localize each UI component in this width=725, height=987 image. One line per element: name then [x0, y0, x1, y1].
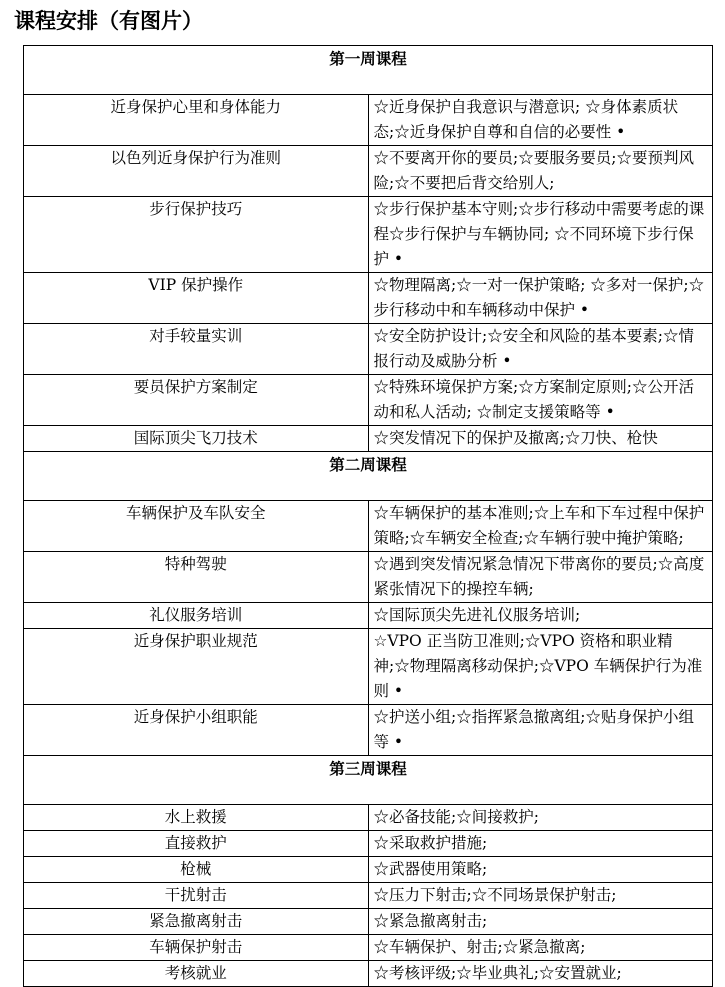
course-name: 直接救护 — [24, 831, 369, 857]
course-content: ☆步行保护基本守则;☆步行移动中需要考虑的课程☆步行保护与车辆协同; ☆不同环境下步行保护 • — [368, 197, 713, 273]
page-title: 课程安排（有图片） — [14, 9, 203, 33]
course-row — [24, 909, 713, 935]
course-content: ☆紧急撤离射击; — [368, 909, 713, 935]
course-content: ☆不要离开你的要员;☆要服务要员;☆要预判风险;☆不要把后背交给别人; — [368, 146, 713, 197]
week-header-row — [24, 452, 713, 501]
course-content: ☆车辆保护的基本准则;☆上车和下车过程中保护策略;☆车辆安全检查;☆车辆行驶中掩护策略; — [368, 501, 713, 552]
course-content: ☆近身保护自我意识与潜意识; ☆身体素质状态;☆近身保护自尊和自信的必要性 • — [368, 95, 713, 146]
course-content: ☆突发情况下的保护及撤离;☆刀快、枪快 — [368, 426, 713, 452]
course-row — [24, 273, 713, 324]
course-name: 近身保护职业规范 — [24, 629, 369, 705]
course-content: ☆VPO 正当防卫准则;☆VPO 资格和职业精神;☆物理隔离移动保护;☆VPO 车辆保护行为准则 • — [368, 629, 713, 705]
course-row — [24, 603, 713, 629]
course-name: 以色列近身保护行为准则 — [24, 146, 369, 197]
course-row — [24, 146, 713, 197]
course-row — [24, 375, 713, 426]
course-row — [24, 805, 713, 831]
course-content: ☆考核评级;☆毕业典礼;☆安置就业; — [368, 961, 713, 987]
course-name: 国际顶尖飞刀技术 — [24, 426, 369, 452]
course-name: 礼仪服务培训 — [24, 603, 369, 629]
course-row — [24, 857, 713, 883]
week-heading: 第一周课程 — [24, 46, 713, 95]
course-content: ☆压力下射击;☆不同场景保护射击; — [368, 883, 713, 909]
course-name: 车辆保护射击 — [24, 935, 369, 961]
course-row — [24, 426, 713, 452]
course-name: 对手较量实训 — [24, 324, 369, 375]
course-content: ☆国际顶尖先进礼仪服务培训; — [368, 603, 713, 629]
course-row — [24, 197, 713, 273]
course-row — [24, 501, 713, 552]
course-row — [24, 95, 713, 146]
course-name: 考核就业 — [24, 961, 369, 987]
week-heading: 第三周课程 — [24, 756, 713, 805]
course-name: 干扰射击 — [24, 883, 369, 909]
course-name: 车辆保护及车队安全 — [24, 501, 369, 552]
course-name: 要员保护方案制定 — [24, 375, 369, 426]
course-row — [24, 629, 713, 705]
course-name: 特种驾驶 — [24, 552, 369, 603]
week-header-row — [24, 46, 713, 95]
course-content: ☆武器使用策略; — [368, 857, 713, 883]
course-content: ☆采取救护措施; — [368, 831, 713, 857]
course-content: ☆护送小组;☆指挥紧急撤离组;☆贴身保护小组等 • — [368, 705, 713, 756]
course-content: ☆物理隔离;☆一对一保护策略; ☆多对一保护;☆步行移动中和车辆移动中保护 • — [368, 273, 713, 324]
course-row — [24, 831, 713, 857]
course-content: ☆特殊环境保护方案;☆方案制定原则;☆公开活动和私人活动; ☆制定支援策略等 • — [368, 375, 713, 426]
course-content: ☆安全防护设计;☆安全和风险的基本要素;☆情报行动及威胁分析 • — [368, 324, 713, 375]
course-row — [24, 961, 713, 987]
course-name: 水上救援 — [24, 805, 369, 831]
course-row — [24, 883, 713, 909]
course-row — [24, 705, 713, 756]
week-heading: 第二周课程 — [24, 452, 713, 501]
course-content: ☆遇到突发情况紧急情况下带离你的要员;☆高度紧张情况下的操控车辆; — [368, 552, 713, 603]
course-name: 步行保护技巧 — [24, 197, 369, 273]
course-row — [24, 935, 713, 961]
course-row — [24, 552, 713, 603]
course-row — [24, 324, 713, 375]
course-content: ☆车辆保护、射击;☆紧急撤离; — [368, 935, 713, 961]
course-name: VIP 保护操作 — [24, 273, 369, 324]
course-content: ☆必备技能;☆间接救护; — [368, 805, 713, 831]
course-name: 枪械 — [24, 857, 369, 883]
course-name: 紧急撤离射击 — [24, 909, 369, 935]
course-name: 近身保护小组职能 — [24, 705, 369, 756]
week-header-row — [24, 756, 713, 805]
course-name: 近身保护心里和身体能力 — [24, 95, 369, 146]
course-schedule-table — [23, 45, 713, 987]
